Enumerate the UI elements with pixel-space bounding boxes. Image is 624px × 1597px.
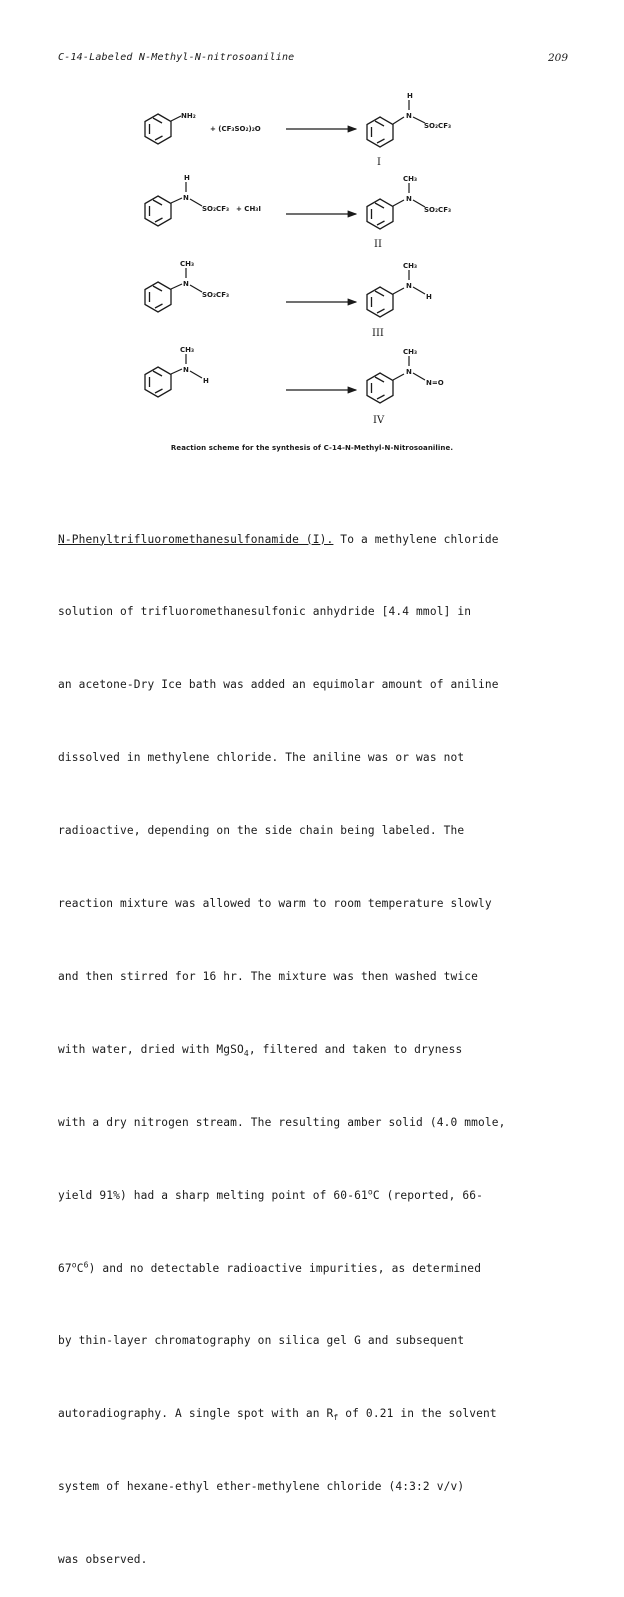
nh2-label: NH₂ <box>181 112 196 120</box>
compound-label-i: I <box>377 157 381 168</box>
text-line: with water, dried with MgSO$_4$, filtered and taken to dryness <box>58 1042 463 1059</box>
text-line: with a dry nitrogen stream. The resulting amber solid (4.0 mmole, <box>58 1115 506 1129</box>
n-label: N <box>183 280 189 288</box>
benzene-ring <box>367 199 393 229</box>
benzene-ring <box>145 282 171 312</box>
scheme-caption: Reaction scheme for the synthesis of C-14-N-Methyl-N-Nitrosoaniline. <box>170 444 454 452</box>
text-line: by thin-layer chromatography on silica gel G and subsequent <box>58 1334 465 1348</box>
so2cf3-label: SO₂CF₃ <box>424 122 452 130</box>
benzene-ring <box>367 117 393 147</box>
benzene-ring <box>145 114 171 144</box>
n-oxide-label: N=O <box>426 379 444 387</box>
so2cf3-label: SO₂CF₃ <box>424 206 452 214</box>
n-label: N <box>406 368 412 376</box>
benzene-ring <box>145 196 171 226</box>
h-label: H <box>203 377 209 385</box>
h-label: H <box>426 293 432 301</box>
text-line: radioactive, depending on the side chain being labeled. The <box>58 824 465 838</box>
h-label: H <box>184 174 190 182</box>
section-heading: N-Phenyltrifluoromethanesulfonamide (I). <box>58 532 334 546</box>
ch3-label: CH₃ <box>180 260 195 268</box>
so2cf3-label: SO₂CF₃ <box>202 205 230 213</box>
text-line: dissolved in methylene chloride. The aniline was or was not <box>58 751 465 765</box>
reference-marker: 6 <box>83 1259 89 1269</box>
text-line: and then stirred for 16 hr. The mixture was then washed twice <box>58 969 479 983</box>
text-line: reaction mixture was allowed to warm to room temperature slowly <box>58 897 492 911</box>
text-line: autoradiography. A single spot with an $R_f$ of 0.21 in the solvent <box>58 1407 497 1423</box>
n-label: N <box>183 194 189 202</box>
text-line: an acetone-Dry Ice bath was added an equimolar amount of aniline <box>58 678 499 692</box>
benzene-ring <box>367 373 393 403</box>
h-label: H <box>407 92 413 100</box>
n-label: N <box>406 112 412 120</box>
text-line: system of hexane-ethyl ether-methylene chloride (4:3:2 v/v) <box>58 1480 465 1494</box>
body-paragraph <box>58 479 578 1597</box>
ch3-label: CH₃ <box>403 175 418 183</box>
text-line: solution of trifluoromethanesulfonic anhydride [4.4 mmol] in <box>58 605 472 619</box>
benzene-ring <box>367 287 393 317</box>
reaction-scheme <box>0 0 624 440</box>
n-label: N <box>406 195 412 203</box>
n-label: N <box>183 366 189 374</box>
methyl-iodide-reagent: + CH₃I <box>236 205 261 213</box>
text-line: $67^oC^6$) and no detectable radioactive impurities, as determined <box>58 1259 482 1275</box>
compound-label-iii: III <box>372 328 384 339</box>
text-line: was observed. <box>58 1553 148 1567</box>
ch3-label: CH₃ <box>403 262 418 270</box>
anhydride-reagent: + (CF₃SO₂)₂O <box>210 125 261 133</box>
ch3-label: CH₃ <box>180 346 195 354</box>
page-number: 209 <box>548 52 569 64</box>
so2cf3-label: SO₂CF₃ <box>202 291 230 299</box>
text-line: yield 91%) had a sharp melting point of 60-61$^o$C (reported, 66- <box>58 1186 483 1202</box>
text-line: N-Phenyltrifluoromethanesulfonamide (I). To a methylene chloride <box>58 532 499 546</box>
compound-label-ii: II <box>374 239 382 250</box>
running-title: C-14-Labeled N-Methyl-N-nitrosoaniline <box>58 52 295 63</box>
n-label: N <box>406 282 412 290</box>
compound-label-iv: IV <box>373 415 385 426</box>
ch3-label: CH₃ <box>403 348 418 356</box>
benzene-ring <box>145 367 171 397</box>
